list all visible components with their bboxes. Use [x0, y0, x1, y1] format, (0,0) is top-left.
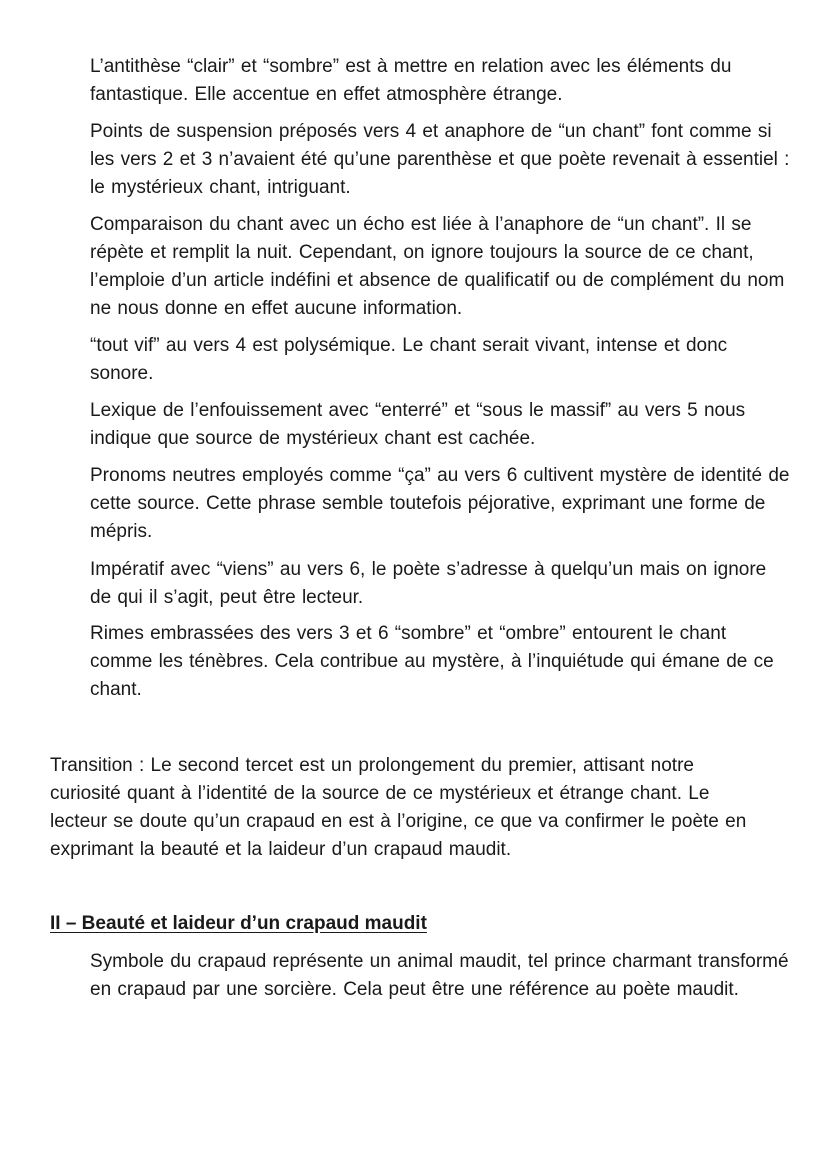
section-heading: II – Beauté et laideur d’un crapaud maudit — [50, 913, 427, 934]
paragraph-comparaison: Comparaison du chant avec un écho est liée à l’anaphore de “un chant”. Il se répète et remplit la nuit. Cependant, on ignore toujours la source de ce chant, l’emploie d’un article indéfini et absence de qualificatif ou de complément du nom ne nous donne en effet aucune information. — [90, 214, 785, 319]
paragraph-tout-vif: “tout vif” au vers 4 est polysémique. Le chant serait vivant, intense et donc sonore. — [90, 335, 728, 384]
paragraph-lexique: Lexique de l’enfouissement avec “enterré” et “sous le massif” au vers 5 nous indique que source de mystérieux chant est cachée. — [90, 400, 746, 449]
transition-paragraph: Transition : Le second tercet est un prolongement du premier, attisant notre curiosité quant à l’identité de la source de ce mystérieux et étrange chant. Le lecteur se doute qu’un crapaud en est à l’origine, ce que va confirmer le poète en exprimant la beauté et la laideur d’un crapaud maudit. — [50, 755, 747, 860]
paragraph-pronoms: Pronoms neutres employés comme “ça” au vers 6 cultivent mystère de identité de cette source. Cette phrase semble toutefois péjorative, exprimant une forme de mépris. — [90, 465, 790, 542]
paragraph-rimes: Rimes embrassées des vers 3 et 6 “sombre” et “ombre” entourent le chant comme les ténèbres. Cela contribue au mystère, à l’inquiétude qui émane de ce chant. — [90, 623, 774, 700]
paragraph-imperatif: Impératif avec “viens” au vers 6, le poète s’adresse à quelqu’un mais on ignore de qui il s’agit, peut être lecteur. — [90, 559, 767, 608]
paragraph-antithese: L’antithèse “clair” et “sombre” est à mettre en relation avec les éléments du fantastique. Elle accentue en effet atmosphère étrange. — [90, 56, 732, 105]
section-paragraph: Symbole du crapaud représente un animal maudit, tel prince charmant transformé en crapaud par une sorcière. Cela peut être une référence au poète maudit. — [90, 951, 789, 1000]
paragraph-points-de-suspension: Points de suspension préposés vers 4 et anaphore de “un chant” font comme si les vers 2 et 3 n’avaient été qu’une parenthèse et que poète revenait à essentiel : le mystérieux chant, intriguant. — [90, 121, 790, 198]
